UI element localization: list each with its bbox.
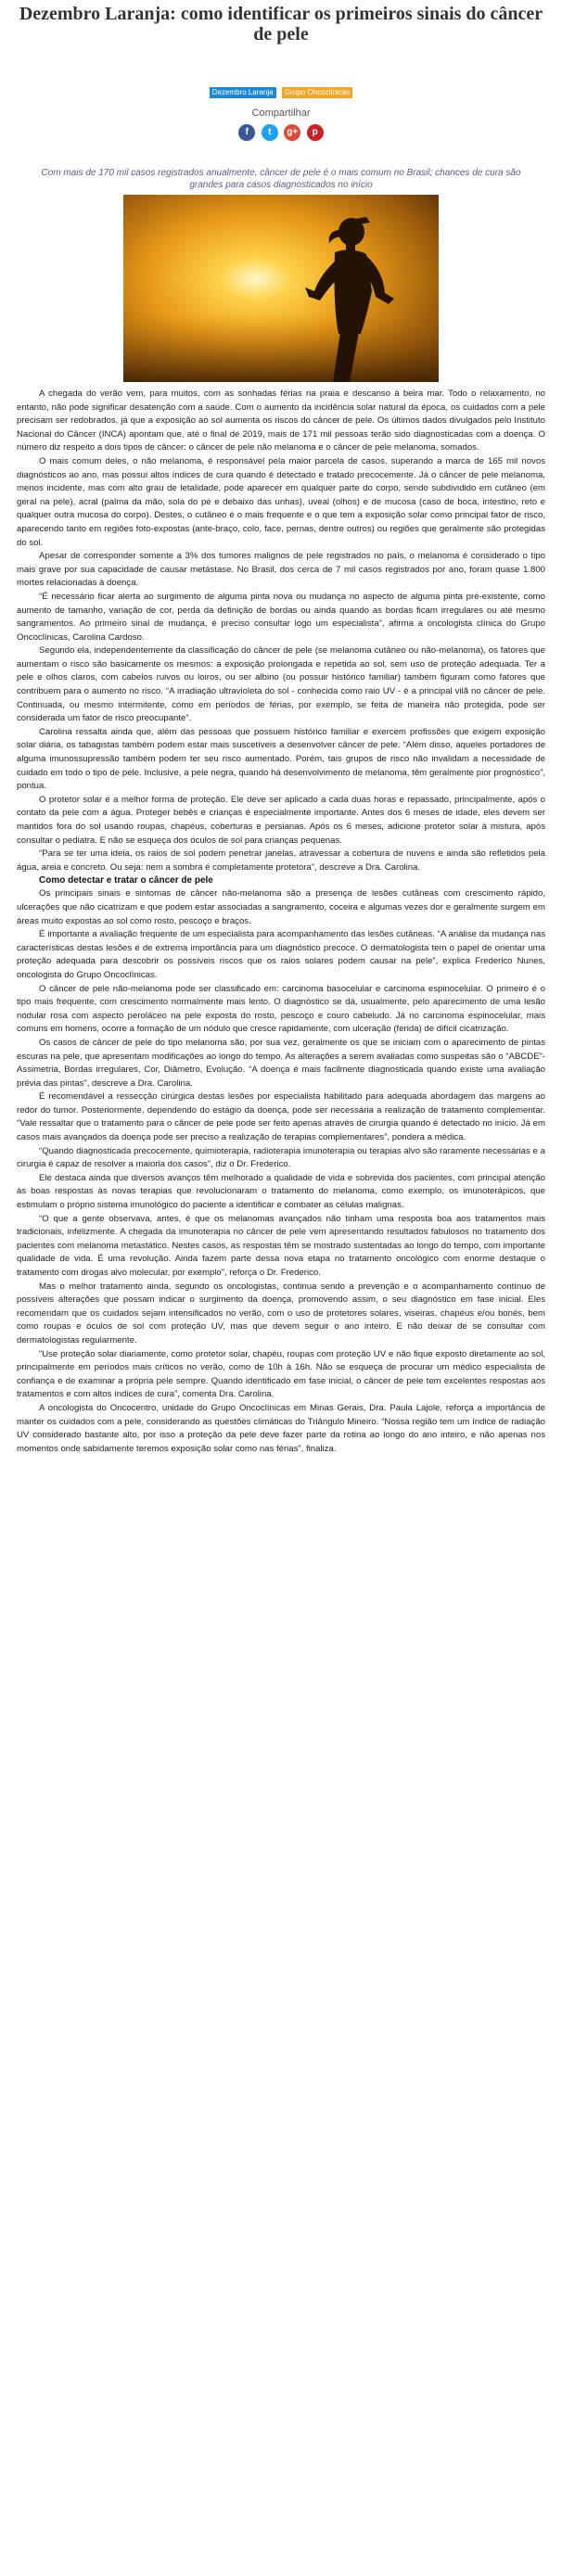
tag-list bbox=[17, 87, 545, 100]
hero-image-runner bbox=[123, 195, 439, 382]
pinterest-icon[interactable]: p bbox=[307, 124, 324, 141]
article-body bbox=[17, 388, 545, 1456]
article-paragraph: “É necessário ficar alerta ao surgimento de alguma pinta nova ou mudança no aspecto de alguma pinta pré-existente, como aumento de tamanho, variação de cor, perda da definição de bordas ou ainda quando as bordas ficam irregulares ou até mesmo sangramentos. Ao primeiro sinal de mudança, é preciso consultar logo um especialista”, afirma a oncologista clínica do Grupo Oncoclínicas, Carolina Cardoso. bbox=[17, 591, 545, 643]
article-paragraph: O câncer de pele não-melanoma pode ser classificado em: carcinoma basocelular e carcinoma espinocelular. O primeiro é o tipo mais frequente, com crescimento normalmente mais lento. O diagnóstico se dá, usualmente, pelo aparecimento de uma lesão nodular rosa com aspecto peroláceo na pele exposta do rosto, pescoço e couro cabeludo. Já no carcinoma espinocelular, mais comuns em homens, ocorre a formação de um nódulo que cresce rapidamente, com ulceração (ferida) de difícil cicatrização. bbox=[17, 983, 545, 1035]
article-paragraph: Carolina ressalta ainda que, além das pessoas que possuem histórico familiar e exercem profissões que exigem exposição solar diária, os tabagistas também podem estar mais suscetíveis a desenvolver câncer de pele. “Além disso, aqueles portadores de alguma imunossupressão também podem ter seu risco aumentado. Porém, tais grupos de risco não invalidam a necessidade de cuidado em todo o tipo de pele. Inclusive, a pele negra, quando há desenvolvimento de melanoma, têm geralmente pior prognóstico”, pontua. bbox=[17, 726, 545, 792]
google-plus-icon[interactable]: g+ bbox=[284, 124, 300, 141]
article-paragraph: Os casos de câncer de pele do tipo melanoma são, por sua vez, geralmente os que se iniciam com o aparecimento de pintas escuras na pele, que apresentam modificações ao longo do tempo. As alterações a serem avaliadas como suspeitas são o “ABCDE”- Assimetria, Bordas irregulares, Cor, Diâmetro, Evolução. “A doença é mais facilmente diagnosticada quando existe uma avaliação prévia das pintas”, descreve a Dra. Carolina. bbox=[17, 1037, 545, 1089]
article-paragraph: É importante a avaliação frequente de um especialista para acompanhamento das lesões cutâneas. “A análise da mudança nas características destas lesões é de extrema importância para um diagnóstico precoce. O dermatologista tem o papel de orientar uma proteção adequada para descobrir os possíveis riscos que os raios solares podem causar na pele”, explica Frederico Nunes, oncologista do Grupo Oncoclínicas. bbox=[17, 929, 545, 980]
article-paragraph: A chegada do verão vem, para muitos, com as sonhadas férias na praia e descanso à beira mar. Todo o relaxamento, no entanto, não pode significar desatenção com a saúde. Com o aumento da incidência solar natural da época, os cuidados com a pele precisam ser redobrados, já que a exposição ao sol aumenta os riscos do câncer de pele. Os últimos dados divulgados pelo Instituto Nacional do Câncer (INCA) apontam que, até o final de 2019, mais de 171 mil pessoas terão sido diagnosticadas com a doença. O número diz respeito a dois tipos de câncer: o câncer de pele não melanoma e o câncer de pele melanoma, somados. bbox=[17, 389, 545, 453]
share-label: Compartilhar bbox=[251, 108, 311, 119]
tag-grupo-oncoclinicas[interactable]: Grupo Oncoclínicas bbox=[282, 87, 352, 98]
article-paragraph: Apesar de corresponder somente a 3% dos tumores malignos de pele registrados no país, o melanoma é considerado o tipo mais grave por sua capacidade de causar metástase. No Brasil, dos cerca de 7 mil casos registrados por ano, foram quase 1.800 mortes relacionadas à doença. bbox=[17, 551, 545, 589]
share-buttons bbox=[17, 122, 545, 141]
twitter-icon[interactable]: t bbox=[262, 124, 278, 141]
article-paragraph: “Quando diagnosticada precocemente, quimioterapia, radioterapia imunoterapia ou terapias alvo são raramente necessárias e a cirurgia é capaz de resolver a maioria dos casos”, diz o Dr. Frederico. bbox=[17, 1145, 545, 1170]
article-paragraph: “Para se ter uma ideia, os raios de sol podem penetrar janelas, atravessar a cobertura de nuvens e ainda são refletidos pela água, areia e concreto. Ou seja: nem a sombra é completamente protetora”, descreve a Dra. Carolina. bbox=[17, 848, 545, 873]
tag-dezembro-laranja[interactable]: Dezembro Laranja bbox=[210, 87, 276, 98]
article-paragraph: Segundo ela, independentemente da classificação do câncer de pele (se melanoma cutâneo ou não-melanoma), os fatores que aumentam o risco são basicamente os mesmos: a exposição prolongada e repetida ao sol, sem uso de proteção adequada. Ter a pele e olhos claros, com cabelos ruivos ou loiros, ou ser albino (ou possuir histórico familiar) também figuram como fatores que contribuem para o aumento no risco. “A irradiação ultravioleta do sol - conhecida como raio UV - é a principal vilã no câncer de pele. Continuada, ou mesmo intermitente, como em períodos de férias, por exemplo, se feita de maneira não protegida, pode ser considerada um fator de risco preocupante”. bbox=[17, 645, 545, 724]
section-heading: Como detectar e tratar o câncer de pele bbox=[39, 875, 213, 886]
image-caption: Com mais de 170 mil casos registrados anualmente, câncer de pele é o mais comum no Brasil; chances de cura são grandes para casos diagnosticados no início bbox=[41, 168, 521, 190]
facebook-icon[interactable]: f bbox=[238, 124, 255, 141]
article-paragraph: A oncologista do Oncocentro, unidade do Grupo Oncoclínicas em Minas Gerais, Dra. Paula Lajole, reforça a importância de manter os cuidados com a pele, considerando as questões climáticas do Triângulo Mineiro. “Nossa região tem um índice de radiação UV considerado bastante alto, por isso a proteção da pele deve fazer parte da rotina ao longo do ano inteiro, e não apenas nos momentos onde sabidamente teremos exposição solar como nas férias”, finaliza. bbox=[17, 1402, 545, 1454]
article-paragraph: Mas o melhor tratamento ainda, segundo os oncologistas, continua sendo a prevenção e o acompanhamento contínuo de possíveis alterações que possam indicar o surgimento da doença, promovendo assim, o seu diagnóstico em fase inicial. Eles recomendam que os cuidados sejam intensificados no verão, com o uso de protetores solares, viseiras, chapéus e/ou bonés, bem como roupas e óculos de sol com proteção UV, mas que devem seguir o ano inteiro. E não deixar de se consultar com dermatologistas regularmente. bbox=[17, 1281, 545, 1345]
article-title: Dezembro Laranja: como identificar os primeiros sinais do câncer de pele bbox=[19, 4, 543, 45]
article-paragraph: Ele destaca ainda que diversos avanços têm melhorado a qualidade de vida e sobrevida dos pacientes, com principal atenção às boas respostas às novas terapias que revolucionaram o tratamento do melanoma, como exemplo, os imunoterápicos, que estimulam o próprio sistema imunológico do paciente a identificar e combater as células malignas. bbox=[17, 1172, 545, 1211]
article-paragraph: “O que a gente observava, antes, é que os melanomas avançados não tinham uma resposta boa aos tratamentos mais tradicionais, infelizmente. A chegada da imunoterapia no câncer de pele vem apresentando resultados fabulosos no tratamento dos pacientes com melanoma metastático. Nestes casos, as respostas têm se mostrado sustentadas ao longo do tempo, com importante qualidade de vida. É uma revolução. Ainda fazem parte dessa nova etapa no tratamento oncológico com enorme destaque o tratamento com drogas alvo molecular, por exemplo”, reforça o Dr. Frederico. bbox=[17, 1213, 545, 1278]
article-paragraph: O protetor solar é a melhor forma de proteção. Ele deve ser aplicado a cada duas horas e repassado, principalmente, após o contato da pele com a água. Proteger bebês e crianças é especialmente importante. Antes dos 6 meses de idade, eles devem ser mantidos fora do sol usando roupas, chapéus, coberturas e persianas. Após os 6 meses, adicione protetor solar à mistura, após consultar o pediatra. E não se esqueça dos óculos de sol para crianças pequenas. bbox=[17, 794, 545, 846]
article-paragraph: Os principais sinais e sintomas de câncer não-melanoma são a presença de lesões cutâneas com crescimento rápido, ulcerações que não cicatrizam e que podem estar associadas a sangramento, coceira e algumas vezes dor e geralmente surgem em áreas muito expostas ao sol como rosto, pescoço e braços. bbox=[17, 888, 545, 926]
article-paragraph: O mais comum deles, o não melanoma, é responsável pela maior parcela de casos, superando a marca de 165 mil novos diagnósticos ao ano, mas possui altos índices de cura quando é detectado e tratado precocemente. Já o câncer de pele melanoma, menos incidente, mas com alto grau de letalidade, pode aparecer em qualquer parte do corpo, sendo subdividido em cutâneo (em geral na pele), acral (palma da mão, sola do pé e debaixo das unhas), uveal (olhos) e de mucosa (caso de boca, intestino, reto e qualquer outra mucosa do corpo). Destes, o cutâneo é o mais frequente e o que tem a exposição solar como principal fator de risco, aparecendo tanto em regiões foto-expostas (ante-braço, colo, face, pernas, dentre outros) ou regiões que geralmente são protegidas do sol. bbox=[17, 455, 545, 548]
article-paragraph: “Use proteção solar diariamente, como protetor solar, chapéu, roupas com proteção UV e não fique exposto diretamente ao sol, principalmente em períodos mais críticos no verão, como de 10h à 16h. Não se esqueça de procurar um médico especialista de confiança e de examinar a própria pele sempre. Quando identificado em fase inicial, o câncer de pele tem excelentes respostas aos tratamentos e com altos índices de cura”, comenta Dra. Carolina. bbox=[17, 1348, 545, 1400]
article-paragraph: É recomendável a ressecção cirúrgica destas lesões por especialista habilitado para adequada abordagem das margens ao redor do tumor. Posteriormente, dependendo do estágio da doença, pode ser necessária a realização de tratamento complementar. “Vale ressaltar que o tratamento para o câncer de pele pode ser feito apenas através de cirurgia quando é detectado no início. Já em casos mais avançados da doença pode ser preciso a realização de terapias complementares”, pondera a médica. bbox=[17, 1091, 545, 1143]
